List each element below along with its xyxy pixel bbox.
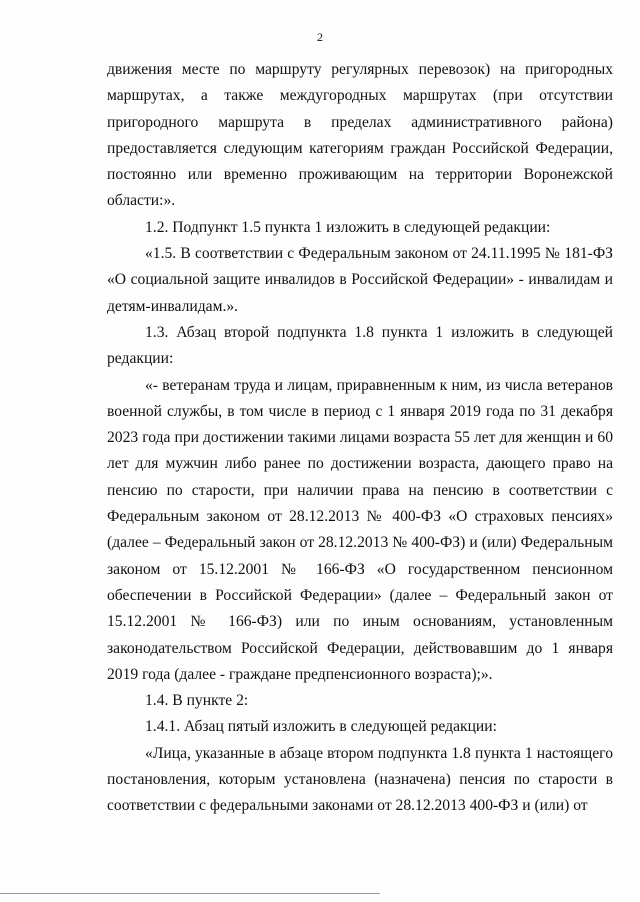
paragraph-1-4-1: 1.4.1. Абзац пятый изложить в следующей редакции: (145, 718, 497, 736)
page-number: 2 (317, 30, 323, 44)
document-body (107, 57, 613, 820)
paragraph-1-3: 1.3. Абзац второй подпункта 1.8 пункта 1 изложить в следующей редакции: (107, 323, 613, 368)
paragraph-1-2: 1.2. Подпункт 1.5 пункта 1 изложить в следующей редакции: (145, 218, 551, 236)
scan-bottom-edge (0, 893, 380, 894)
paragraph-continuation: движения месте по маршруту регулярных перевозок) на пригородных маршрутах, а также междугородных маршрутах (при отсутствии пригородного маршрута в пределах административного района) предоставляется следующим категориям граждан Российской Федерации, постоянно или временно проживающим на территории Воронежской области:». (107, 61, 613, 210)
paragraph-persons-quote: «Лица, указанные в абзаце втором подпункта 1.8 пункта 1 настоящего постановления, которым установлена (назначена) пенсия по старости в соответствии с федеральными законами от 28.12.2013 400-ФЗ и (или) от (107, 744, 613, 815)
paragraph-veterans-quote: «- ветеранам труда и лицам, приравненным к ним, из числа ветеранов военной службы, в том числе в период с 1 января 2019 года по 31 декабря 2023 года при достижении такими лицами возраста 55 лет для женщин и 60 лет для мужчин либо ранее по достижении возраста, дающего право на пенсию по старости, при наличии права на пенсию в соответствии с Федеральным законом от 28.12.2013 № 400-ФЗ «О страховых пенсиях» (далее – Федеральный закон от 28.12.2013 № 400-ФЗ) и (или) Федеральным законом от 15.12.2001 № 166-ФЗ «О государственном пенсионном обеспечении в Российской Федерации» (далее – Федеральный закон от 15.12.2001 № 166-ФЗ) или по иным основаниям, установленным законодательством Российской Федерации, действовавшим до 1 января 2019 года (далее - граждане предпенсионного возраста);». (107, 376, 613, 683)
paragraph-1-5-quote: «1.5. В соответствии с Федеральным законом от 24.11.1995 № 181-ФЗ «О социальной защите инвалидов в Российской Федерации» - инвалидам и детям-инвалидам.». (107, 245, 613, 315)
paragraph-1-4: 1.4. В пункте 2: (145, 692, 249, 710)
